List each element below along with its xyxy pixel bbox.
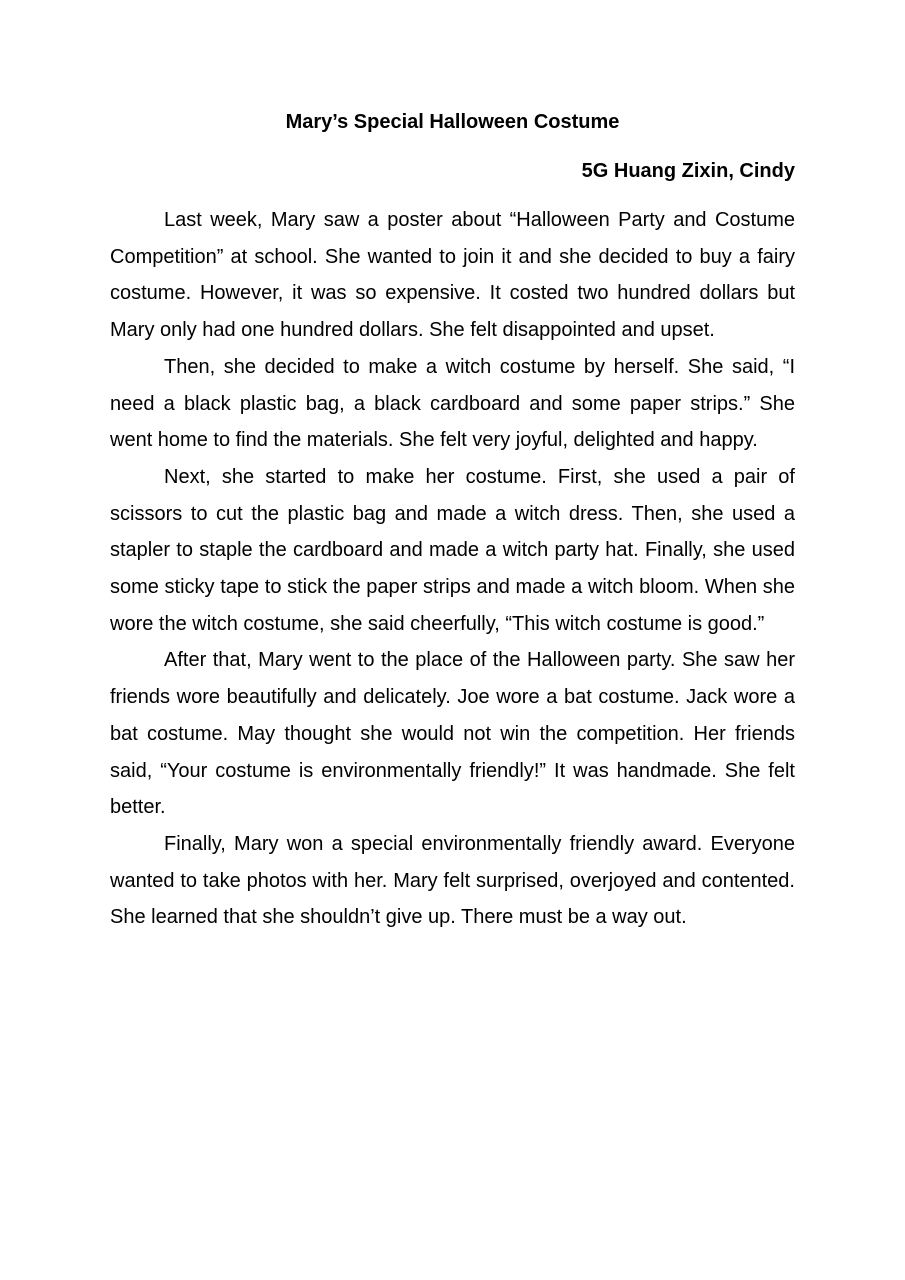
paragraph-5: Finally, Mary won a special environmentally friendly award. Everyone wanted to take photos with her. Mary felt surprised, overjoyed and contented. She learned that she shouldn’t give up. There must be a way out.	[110, 832, 795, 929]
paragraph-1: Last week, Mary saw a poster about “Halloween Party and Costume Competition” at school. She wanted to join it and she decided to buy a fairy costume. However, it was so expensive. It costed two hundred dollars but Mary only had one hundred dollars. She felt disappointed and upset.	[110, 209, 795, 342]
paragraph-2: Then, she decided to make a witch costume by herself. She said, “I need a black plastic bag, a black cardboard and some paper strips.” She went home to find the materials. She felt very joyful, delighted and happy.	[110, 355, 795, 452]
document-title: Mary’s Special Halloween Costume	[285, 111, 620, 133]
document-body	[110, 202, 795, 936]
author-line: 5G Huang Zixin, Cindy	[581, 160, 795, 182]
paragraph-3: Next, she started to make her costume. First, she used a pair of scissors to cut the plastic bag and made a witch dress. Then, she used a stapler to staple the cardboard and made a witch party hat. Finally, she used some sticky tape to stick the paper strips and made a witch bloom. When she wore the witch costume, she said cheerfully, “This witch costume is good.”	[110, 465, 795, 635]
paragraph-4: After that, Mary went to the place of the Halloween party. She saw her friends wore beautifully and delicately. Joe wore a bat costume. Jack wore a bat costume. May thought she would not win the competition. Her friends said, “Your costume is environmentally friendly!” It was handmade. She felt better.	[110, 649, 795, 819]
